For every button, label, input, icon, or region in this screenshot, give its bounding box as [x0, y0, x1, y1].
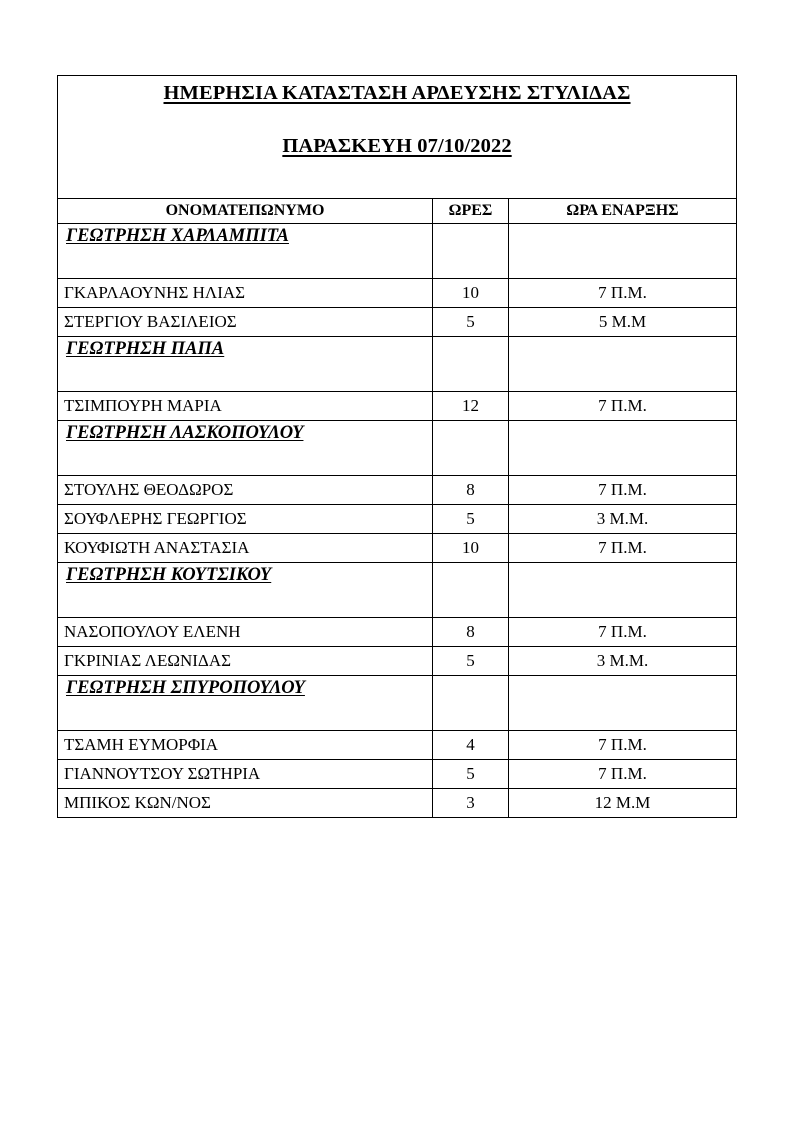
borehole-group-row [58, 337, 737, 392]
borehole-group-title: ΓΕΩΤΡΗΣΗ ΣΠΥΡΟΠΟΥΛΟΥ [66, 678, 305, 698]
column-header-name: ΟΝΟΜΑΤΕΠΩΝΥΜΟ [58, 199, 433, 224]
schedule-table-body [58, 76, 737, 818]
person-name-cell: ΤΣΙΜΠΟΥΡΗ ΜΑΡΙΑ [58, 392, 433, 421]
person-name-cell: ΣΤΕΡΓΙΟΥ ΒΑΣΙΛΕΙΟΣ [58, 308, 433, 337]
borehole-group-title: ΓΕΩΤΡΗΣΗ ΚΟΥΤΣΙΚΟΥ [66, 565, 272, 585]
person-name-cell: ΓΚΑΡΛΑΟΥΝΗΣ ΗΛΙΑΣ [58, 279, 433, 308]
borehole-group-cell [58, 421, 433, 476]
person-name-cell: ΚΟΥΦΙΩΤΗ ΑΝΑΣΤΑΣΙΑ [58, 534, 433, 563]
borehole-group-title: ΓΕΩΤΡΗΣΗ ΠΑΠΑ [66, 339, 225, 359]
borehole-group-start-cell [509, 421, 737, 476]
person-name-cell: ΝΑΣΟΠΟΥΛΟΥ ΕΛΕΝΗ [58, 618, 433, 647]
start-time-cell: 7 Π.Μ. [509, 618, 737, 647]
borehole-group-hours-cell [433, 676, 509, 731]
header-row [58, 199, 737, 224]
start-time-cell: 7 Π.Μ. [509, 731, 737, 760]
table-row [58, 476, 737, 505]
borehole-group-start-cell [509, 337, 737, 392]
table-row [58, 760, 737, 789]
person-name-cell: ΓΙΑΝΝΟΥΤΣΟΥ ΣΩΤΗΡΙΑ [58, 760, 433, 789]
borehole-group-cell [58, 676, 433, 731]
start-time-cell: 5 Μ.Μ [509, 308, 737, 337]
irrigation-hours-cell: 12 [433, 392, 509, 421]
start-time-cell: 3 Μ.Μ. [509, 505, 737, 534]
title-row [58, 76, 737, 199]
borehole-group-row [58, 224, 737, 279]
title-cell [58, 76, 737, 199]
irrigation-hours-cell: 5 [433, 505, 509, 534]
table-row [58, 534, 737, 563]
start-time-cell: 7 Π.Μ. [509, 760, 737, 789]
person-name-cell: ΣΟΥΦΛΕΡΗΣ ΓΕΩΡΓΙΟΣ [58, 505, 433, 534]
title-spacer [58, 105, 736, 135]
person-name-cell: ΓΚΡΙΝΙΑΣ ΛΕΩΝΙΔΑΣ [58, 647, 433, 676]
column-header-start-time: ΩΡΑ ΕΝΑΡΞΗΣ [509, 199, 737, 224]
start-time-cell: 7 Π.Μ. [509, 279, 737, 308]
borehole-group-hours-cell [433, 563, 509, 618]
irrigation-hours-cell: 10 [433, 534, 509, 563]
person-name-cell: ΣΤΟΥΛΗΣ ΘΕΟΔΩΡΟΣ [58, 476, 433, 505]
document-date: ΠΑΡΑΣΚΕΥΗ 07/10/2022 [282, 135, 512, 157]
document-title: ΗΜΕΡΗΣΙΑ ΚΑΤΑΣΤΑΣΗ ΑΡΔΕΥΣΗΣ ΣΤΥΛΙΔΑΣ [163, 82, 631, 104]
borehole-group-hours-cell [433, 337, 509, 392]
borehole-group-cell [58, 563, 433, 618]
irrigation-hours-cell: 5 [433, 308, 509, 337]
borehole-group-start-cell [509, 676, 737, 731]
table-row [58, 789, 737, 818]
borehole-group-row [58, 421, 737, 476]
person-name-cell: ΜΠΙΚΟΣ ΚΩΝ/ΝΟΣ [58, 789, 433, 818]
table-row [58, 505, 737, 534]
borehole-group-hours-cell [433, 224, 509, 279]
start-time-cell: 7 Π.Μ. [509, 392, 737, 421]
borehole-group-title: ΓΕΩΤΡΗΣΗ ΧΑΡΛΑΜΠΙΤΑ [66, 226, 289, 246]
borehole-group-start-cell [509, 224, 737, 279]
irrigation-hours-cell: 8 [433, 476, 509, 505]
borehole-group-title: ΓΕΩΤΡΗΣΗ ΛΑΣΚΟΠΟΥΛΟΥ [66, 423, 304, 443]
irrigation-hours-cell: 5 [433, 647, 509, 676]
irrigation-schedule-table [57, 75, 737, 818]
start-time-cell: 7 Π.Μ. [509, 476, 737, 505]
table-row [58, 279, 737, 308]
table-row [58, 647, 737, 676]
irrigation-hours-cell: 5 [433, 760, 509, 789]
start-time-cell: 7 Π.Μ. [509, 534, 737, 563]
borehole-group-cell [58, 337, 433, 392]
table-row [58, 618, 737, 647]
borehole-group-hours-cell [433, 421, 509, 476]
start-time-cell: 3 Μ.Μ. [509, 647, 737, 676]
person-name-cell: ΤΣΑΜΗ ΕΥΜΟΡΦΙΑ [58, 731, 433, 760]
column-header-hours: ΩΡΕΣ [433, 199, 509, 224]
table-row [58, 392, 737, 421]
start-time-cell: 12 Μ.Μ [509, 789, 737, 818]
borehole-group-row [58, 563, 737, 618]
table-row [58, 308, 737, 337]
irrigation-hours-cell: 4 [433, 731, 509, 760]
irrigation-hours-cell: 8 [433, 618, 509, 647]
borehole-group-cell [58, 224, 433, 279]
table-row [58, 731, 737, 760]
irrigation-hours-cell: 3 [433, 789, 509, 818]
irrigation-hours-cell: 10 [433, 279, 509, 308]
borehole-group-row [58, 676, 737, 731]
borehole-group-start-cell [509, 563, 737, 618]
